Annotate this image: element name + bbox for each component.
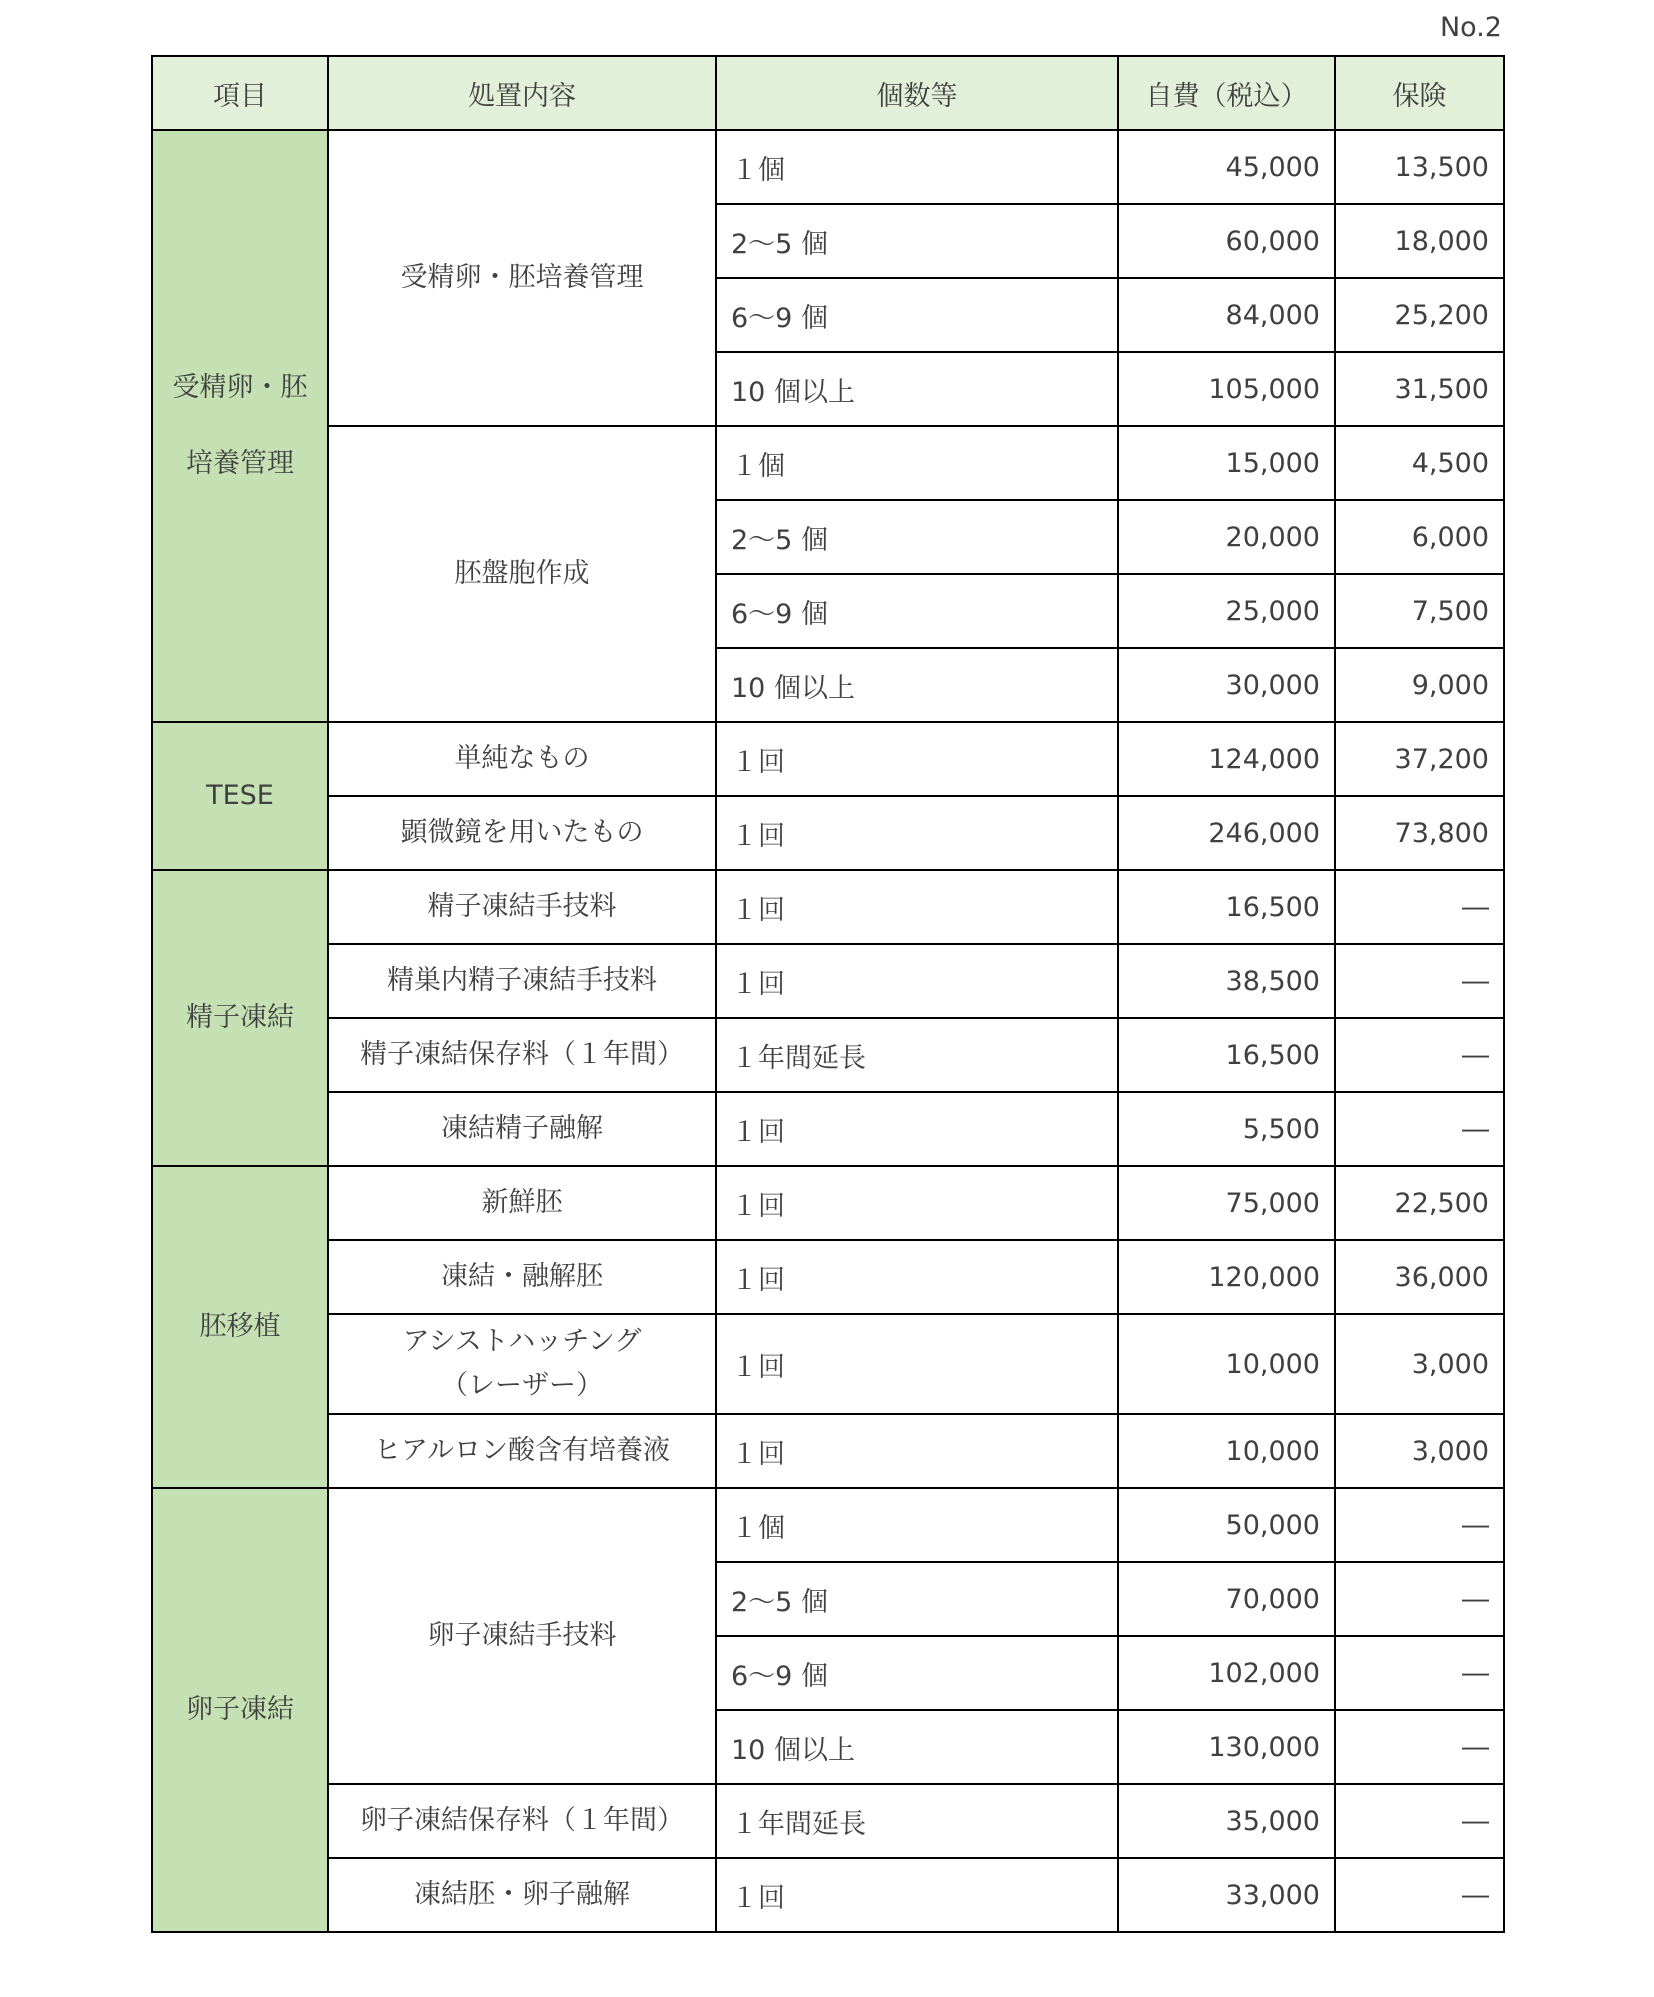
self-pay-cell: 5,500 [1118, 1092, 1335, 1166]
category-sperm-freeze: 精子凍結 [152, 870, 328, 1166]
insurance-cell: 18,000 [1335, 204, 1504, 278]
insurance-cell: 4,500 [1335, 426, 1504, 500]
quantity-cell: １回 [716, 1240, 1118, 1314]
quantity-cell: 10 個以上 [716, 352, 1118, 426]
quantity-cell: １年間延長 [716, 1018, 1118, 1092]
procedure-tese-simple: 単純なもの [328, 722, 716, 796]
insurance-cell: ― [1335, 1636, 1504, 1710]
self-pay-cell: 16,500 [1118, 1018, 1335, 1092]
procedure-blastocyst: 胚盤胞作成 [328, 426, 716, 722]
fee-table [151, 55, 1505, 1933]
self-pay-cell: 102,000 [1118, 1636, 1335, 1710]
quantity-cell: １回 [716, 1314, 1118, 1414]
self-pay-cell: 120,000 [1118, 1240, 1335, 1314]
procedure-egg-storage: 卵子凍結保存料（１年間） [328, 1784, 716, 1858]
insurance-cell: ― [1335, 1018, 1504, 1092]
quantity-cell: １個 [716, 426, 1118, 500]
self-pay-cell: 45,000 [1118, 130, 1335, 204]
insurance-cell: 37,200 [1335, 722, 1504, 796]
insurance-cell: 31,500 [1335, 352, 1504, 426]
self-pay-cell: 16,500 [1118, 870, 1335, 944]
procedure-hyaluronan-medium: ヒアルロン酸含有培養液 [328, 1414, 716, 1488]
procedure-sperm-thaw: 凍結精子融解 [328, 1092, 716, 1166]
self-pay-cell: 33,000 [1118, 1858, 1335, 1932]
table-row [152, 1240, 1504, 1314]
self-pay-cell: 60,000 [1118, 204, 1335, 278]
category-culture-line-2: 培養管理 [186, 448, 294, 479]
quantity-cell: １個 [716, 130, 1118, 204]
self-pay-cell: 38,500 [1118, 944, 1335, 1018]
quantity-cell: 2～5 個 [716, 1562, 1118, 1636]
self-pay-cell: 10,000 [1118, 1414, 1335, 1488]
self-pay-cell: 35,000 [1118, 1784, 1335, 1858]
insurance-cell: 25,200 [1335, 278, 1504, 352]
quantity-cell: １回 [716, 1858, 1118, 1932]
table-row [152, 1092, 1504, 1166]
insurance-cell: 7,500 [1335, 574, 1504, 648]
self-pay-cell: 25,000 [1118, 574, 1335, 648]
procedure-frozen-embryo: 凍結・融解胚 [328, 1240, 716, 1314]
header-self-pay: 自費（税込） [1118, 56, 1335, 130]
table-row [152, 1166, 1504, 1240]
self-pay-cell: 84,000 [1118, 278, 1335, 352]
procedure-culture-mgmt: 受精卵・胚培養管理 [328, 130, 716, 426]
quantity-cell: １回 [716, 722, 1118, 796]
insurance-cell: 3,000 [1335, 1314, 1504, 1414]
procedure-tese-micro: 顕微鏡を用いたもの [328, 796, 716, 870]
quantity-cell: 2～5 個 [716, 204, 1118, 278]
table-row [152, 796, 1504, 870]
self-pay-cell: 105,000 [1118, 352, 1335, 426]
insurance-cell: ― [1335, 1092, 1504, 1166]
insurance-cell: ― [1335, 1858, 1504, 1932]
table-row [152, 1488, 1504, 1562]
insurance-cell: 22,500 [1335, 1166, 1504, 1240]
table-row [152, 1414, 1504, 1488]
quantity-cell: 2～5 個 [716, 500, 1118, 574]
quantity-cell: 6～9 個 [716, 574, 1118, 648]
self-pay-cell: 30,000 [1118, 648, 1335, 722]
self-pay-cell: 10,000 [1118, 1314, 1335, 1414]
category-tese: TESE [152, 722, 328, 870]
procedure-embryo-egg-thaw: 凍結胚・卵子融解 [328, 1858, 716, 1932]
self-pay-cell: 124,000 [1118, 722, 1335, 796]
table-row [152, 870, 1504, 944]
table-row [152, 1784, 1504, 1858]
insurance-cell: 6,000 [1335, 500, 1504, 574]
category-culture [152, 130, 328, 722]
insurance-cell: ― [1335, 1710, 1504, 1784]
quantity-cell: １年間延長 [716, 1784, 1118, 1858]
category-egg-freeze: 卵子凍結 [152, 1488, 328, 1932]
header-procedure: 処置内容 [328, 56, 716, 130]
quantity-cell: １個 [716, 1488, 1118, 1562]
insurance-cell: ― [1335, 1488, 1504, 1562]
quantity-cell: １回 [716, 870, 1118, 944]
quantity-cell: 10 個以上 [716, 1710, 1118, 1784]
insurance-cell: 73,800 [1335, 796, 1504, 870]
quantity-cell: 10 個以上 [716, 648, 1118, 722]
procedure-fresh-embryo: 新鮮胚 [328, 1166, 716, 1240]
table-row [152, 426, 1504, 500]
quantity-cell: 6～9 個 [716, 1636, 1118, 1710]
table-row [152, 130, 1504, 204]
quantity-cell: １回 [716, 944, 1118, 1018]
self-pay-cell: 20,000 [1118, 500, 1335, 574]
insurance-cell: 3,000 [1335, 1414, 1504, 1488]
quantity-cell: １回 [716, 1092, 1118, 1166]
table-row [152, 1018, 1504, 1092]
quantity-cell: １回 [716, 1166, 1118, 1240]
header-row [152, 56, 1504, 130]
self-pay-cell: 70,000 [1118, 1562, 1335, 1636]
insurance-cell: 13,500 [1335, 130, 1504, 204]
insurance-cell: ― [1335, 1784, 1504, 1858]
quantity-cell: １回 [716, 796, 1118, 870]
insurance-cell: ― [1335, 870, 1504, 944]
category-embryo-transfer: 胚移植 [152, 1166, 328, 1488]
header-item: 項目 [152, 56, 328, 130]
self-pay-cell: 50,000 [1118, 1488, 1335, 1562]
procedure-assisted-hatching-line-2: （レーザー） [441, 1370, 603, 1401]
table-row [152, 944, 1504, 1018]
quantity-cell: １回 [716, 1414, 1118, 1488]
quantity-cell: 6～9 個 [716, 278, 1118, 352]
header-quantity: 個数等 [716, 56, 1118, 130]
procedure-assisted-hatching-line-1: アシストハッチング [402, 1326, 642, 1357]
self-pay-cell: 15,000 [1118, 426, 1335, 500]
procedure-sperm-storage: 精子凍結保存料（１年間） [328, 1018, 716, 1092]
table-row [152, 1858, 1504, 1932]
page-number: No.2 [1439, 12, 1502, 43]
procedure-egg-freeze-fee: 卵子凍結手技料 [328, 1488, 716, 1784]
self-pay-cell: 246,000 [1118, 796, 1335, 870]
procedure-sperm-freeze-fee: 精子凍結手技料 [328, 870, 716, 944]
procedure-assisted-hatching [328, 1314, 716, 1414]
header-insurance: 保険 [1335, 56, 1504, 130]
insurance-cell: ― [1335, 944, 1504, 1018]
self-pay-cell: 75,000 [1118, 1166, 1335, 1240]
insurance-cell: 9,000 [1335, 648, 1504, 722]
insurance-cell: 36,000 [1335, 1240, 1504, 1314]
procedure-testis-sperm-freeze-fee: 精巣内精子凍結手技料 [328, 944, 716, 1018]
table-row [152, 722, 1504, 796]
table-row [152, 1314, 1504, 1414]
insurance-cell: ― [1335, 1562, 1504, 1636]
self-pay-cell: 130,000 [1118, 1710, 1335, 1784]
category-culture-line-1: 受精卵・胚 [172, 372, 308, 403]
